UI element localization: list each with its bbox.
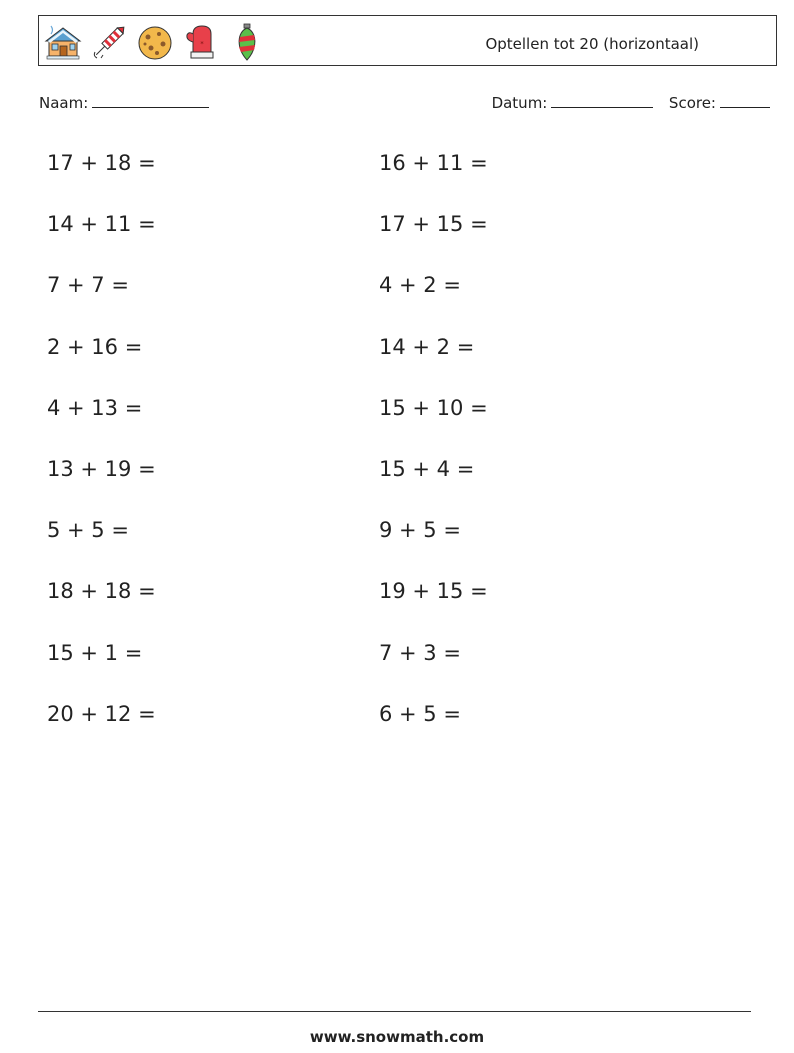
problem-item: 5 + 5 = (47, 518, 129, 543)
firework-rocket-icon (89, 20, 129, 64)
worksheet-header (38, 15, 777, 66)
problem-item: 4 + 13 = (47, 395, 143, 420)
svg-text:*: * (200, 40, 204, 48)
problem-item: 19 + 15 = (379, 579, 488, 604)
problem-item: 2 + 16 = (47, 334, 143, 359)
score-label: Score: (668, 94, 716, 112)
name-label: Naam: (39, 94, 89, 112)
worksheet-title: Optellen tot 20 (horizontaal) (485, 35, 699, 53)
problem-item: 18 + 18 = (47, 579, 156, 604)
name-blank[interactable] (92, 92, 209, 108)
name-field (39, 92, 209, 113)
problem-item: 13 + 19 = (47, 456, 156, 481)
date-blank[interactable] (551, 92, 653, 108)
problem-item: 7 + 3 = (379, 640, 461, 665)
footer-website[interactable]: www.snowmath.com (309, 1028, 485, 1046)
problem-item: 4 + 2 = (379, 273, 461, 298)
date-score-fields (492, 92, 770, 113)
problem-item: 15 + 10 = (379, 395, 488, 420)
problem-item: 17 + 15 = (379, 212, 488, 237)
problem-item: 6 + 5 = (379, 701, 461, 726)
score-blank[interactable] (720, 92, 770, 108)
date-label: Datum: (491, 94, 548, 112)
cookie-icon (135, 20, 175, 64)
problem-grid (47, 149, 711, 761)
problem-item: 7 + 7 = (47, 273, 129, 298)
problem-item: 15 + 4 = (379, 456, 475, 481)
problem-item: 20 + 12 = (47, 701, 156, 726)
house-icon (43, 20, 83, 64)
footer-divider (38, 1011, 751, 1012)
ornament-icon (227, 20, 267, 64)
problem-item: 14 + 2 = (379, 334, 475, 359)
problem-item: 16 + 11 = (379, 151, 488, 175)
mitten-icon (181, 20, 221, 64)
header-icons (43, 20, 273, 64)
problem-item: 17 + 18 = (47, 151, 156, 175)
problem-item: 14 + 11 = (47, 212, 156, 237)
problem-item: 15 + 1 = (47, 640, 143, 665)
problem-item: 9 + 5 = (379, 518, 461, 543)
